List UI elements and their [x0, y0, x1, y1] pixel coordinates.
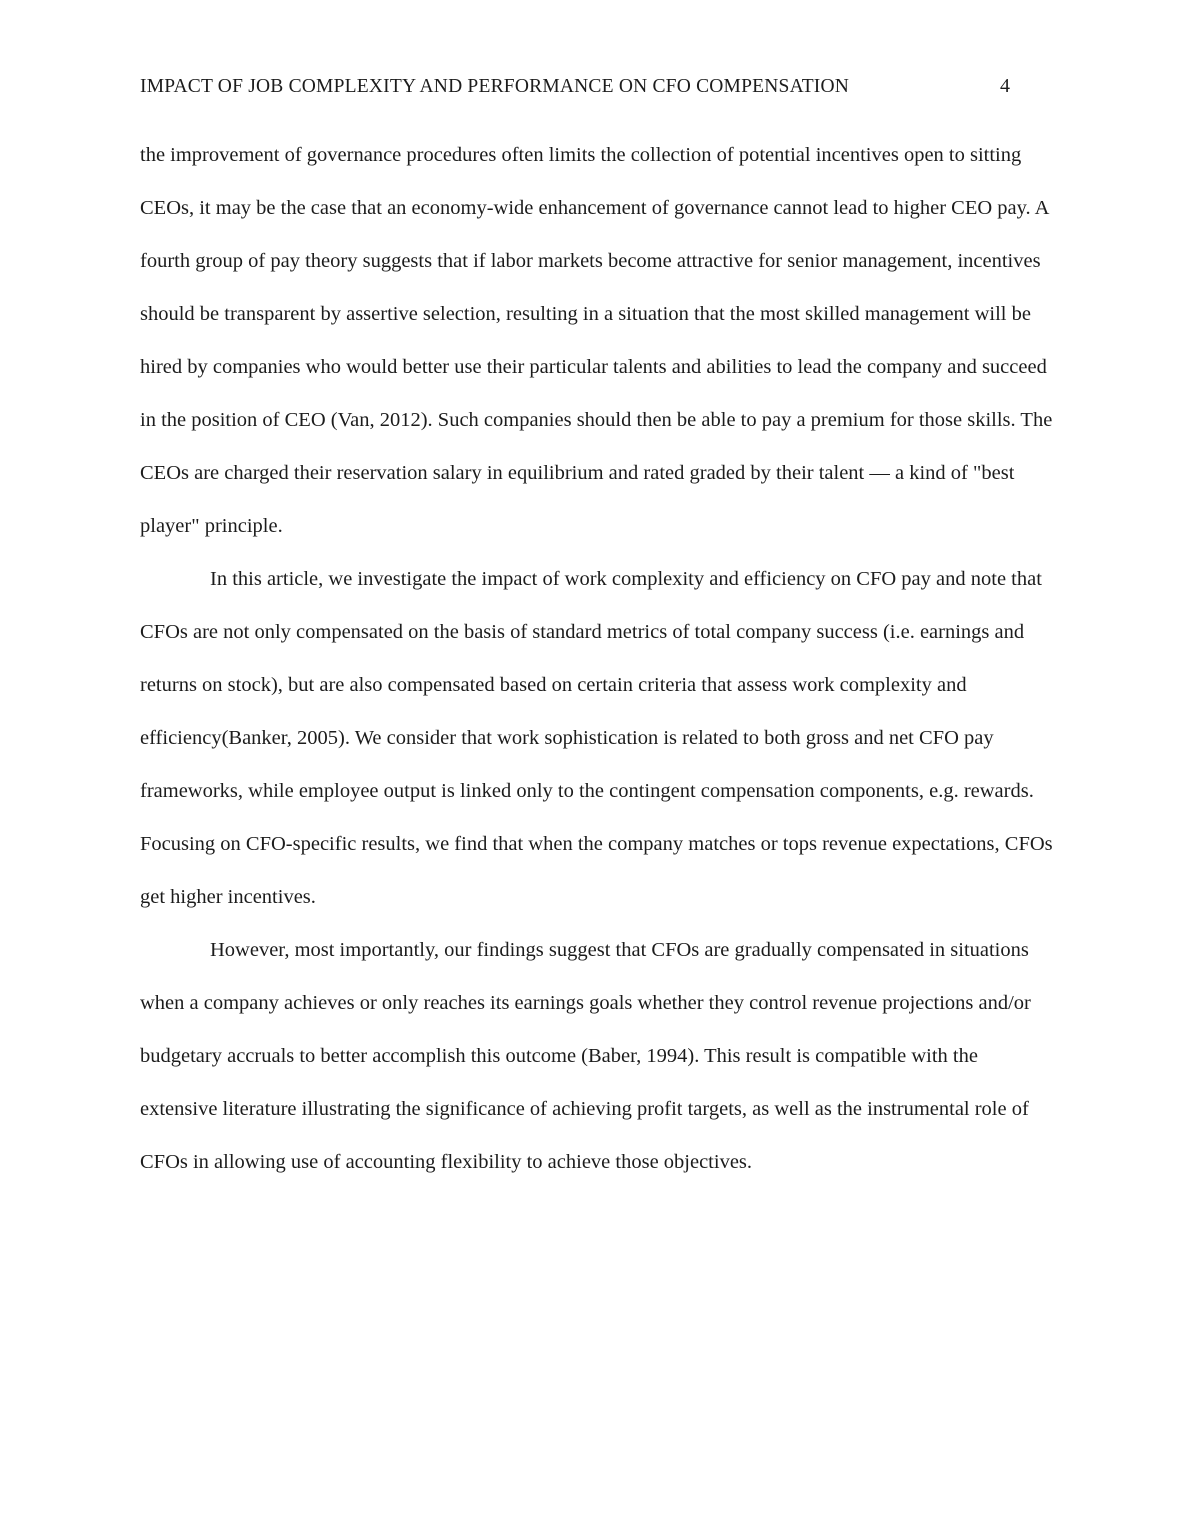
paragraph: the improvement of governance procedures often limits the collection of potential incentives open to sitting CEOs, it may be the case that an economy-wide enhancement of governance cannot lead to higher CEO pay. A fourth group of pay theory suggests that if labor markets become attractive for senior management, incentives should be transparent by assertive selection, resulting in a situation that the most skilled management will be hired by companies who would better use their particular talents and abilities to lead the company and succeed in the position of CEO (Van, 2012). Such companies should then be able to pay a premium for those skills. The CEOs are charged their reservation salary in equilibrium and rated graded by their talent — a kind of "best player" principle.: [140, 144, 1053, 537]
body-text: [140, 129, 1054, 1189]
running-head: IMPACT OF JOB COMPLEXITY AND PERFORMANCE ON CFO COMPENSATION: [140, 76, 850, 97]
page-header: [140, 74, 1050, 99]
page-number: 4: [1000, 75, 1010, 97]
paragraph: However, most importantly, our findings suggest that CFOs are gradually compensated in situations when a company achieves or only reaches its earnings goals whether they control revenue projections and/or budgetary accruals to better accomplish this outcome (Baber, 1994). This result is compatible with the extensive literature illustrating the significance of achieving profit targets, as well as the instrumental role of CFOs in allowing use of accounting flexibility to achieve those objectives.: [140, 939, 1031, 1173]
paragraph: In this article, we investigate the impact of work complexity and efficiency on CFO pay and note that CFOs are not only compensated on the basis of standard metrics of total company success (i.e. earnings and returns on stock), but are also compensated based on certain criteria that assess work complexity and efficiency(Banker, 2005). We consider that work sophistication is related to both gross and net CFO pay frameworks, while employee output is linked only to the contingent compensation components, e.g. rewards. Focusing on CFO-specific results, we find that when the company matches or tops revenue expectations, CFOs get higher incentives.: [140, 568, 1053, 908]
